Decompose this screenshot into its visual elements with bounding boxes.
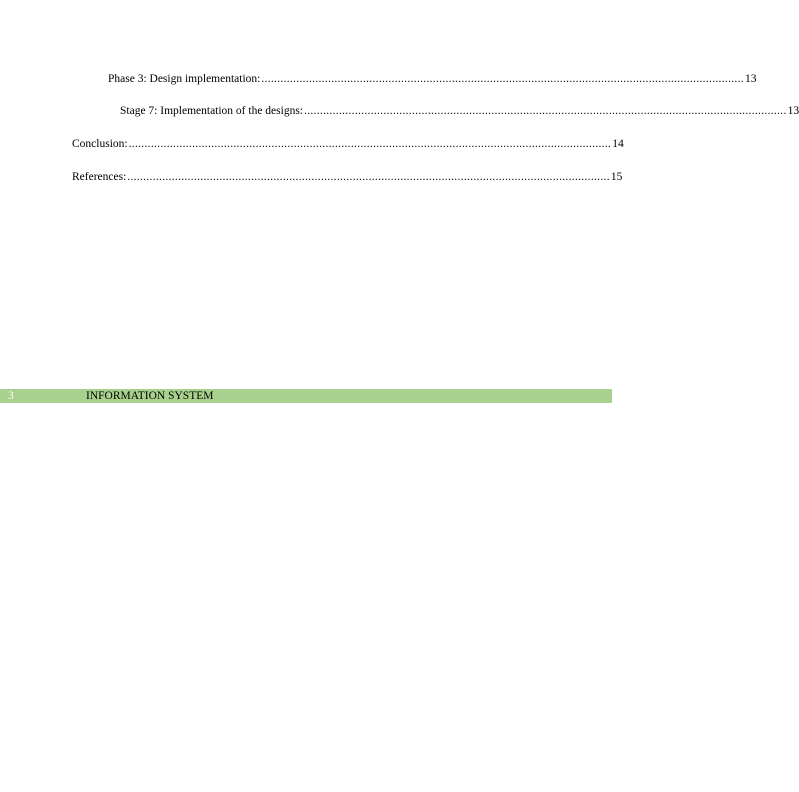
toc-entry-page-number: 13 — [744, 73, 757, 85]
toc-dot-leader: ........................................................................................................................................................ — [304, 105, 787, 117]
toc-entry-phase-3[interactable] — [108, 72, 757, 86]
toc-dot-leader: ........................................................................................................................................................ — [261, 73, 744, 85]
page-number: 3 — [8, 390, 14, 402]
toc-entry-label: Stage 7: Implementation of the designs: — [120, 105, 304, 117]
toc-entry-page-number: 14 — [612, 138, 624, 150]
toc-entry-label: References: — [72, 171, 127, 183]
toc-entry-page-number: 15 — [610, 171, 623, 183]
toc-dot-leader: ........................................................................................................................................................ — [128, 138, 612, 150]
running-title: INFORMATION SYSTEM — [86, 390, 214, 402]
toc-entry-page-number: 13 — [787, 105, 799, 117]
toc-entry-label: Phase 3: Design implementation: — [108, 73, 261, 85]
toc-entry-label: Conclusion: — [72, 138, 128, 150]
table-of-contents — [0, 0, 799, 390]
toc-entry-conclusion[interactable] — [72, 137, 624, 151]
page-header-band — [0, 389, 612, 403]
toc-dot-leader: ........................................................................................................................................................ — [127, 171, 610, 183]
toc-entry-references[interactable] — [72, 170, 623, 184]
toc-entry-stage-7[interactable] — [120, 104, 799, 118]
